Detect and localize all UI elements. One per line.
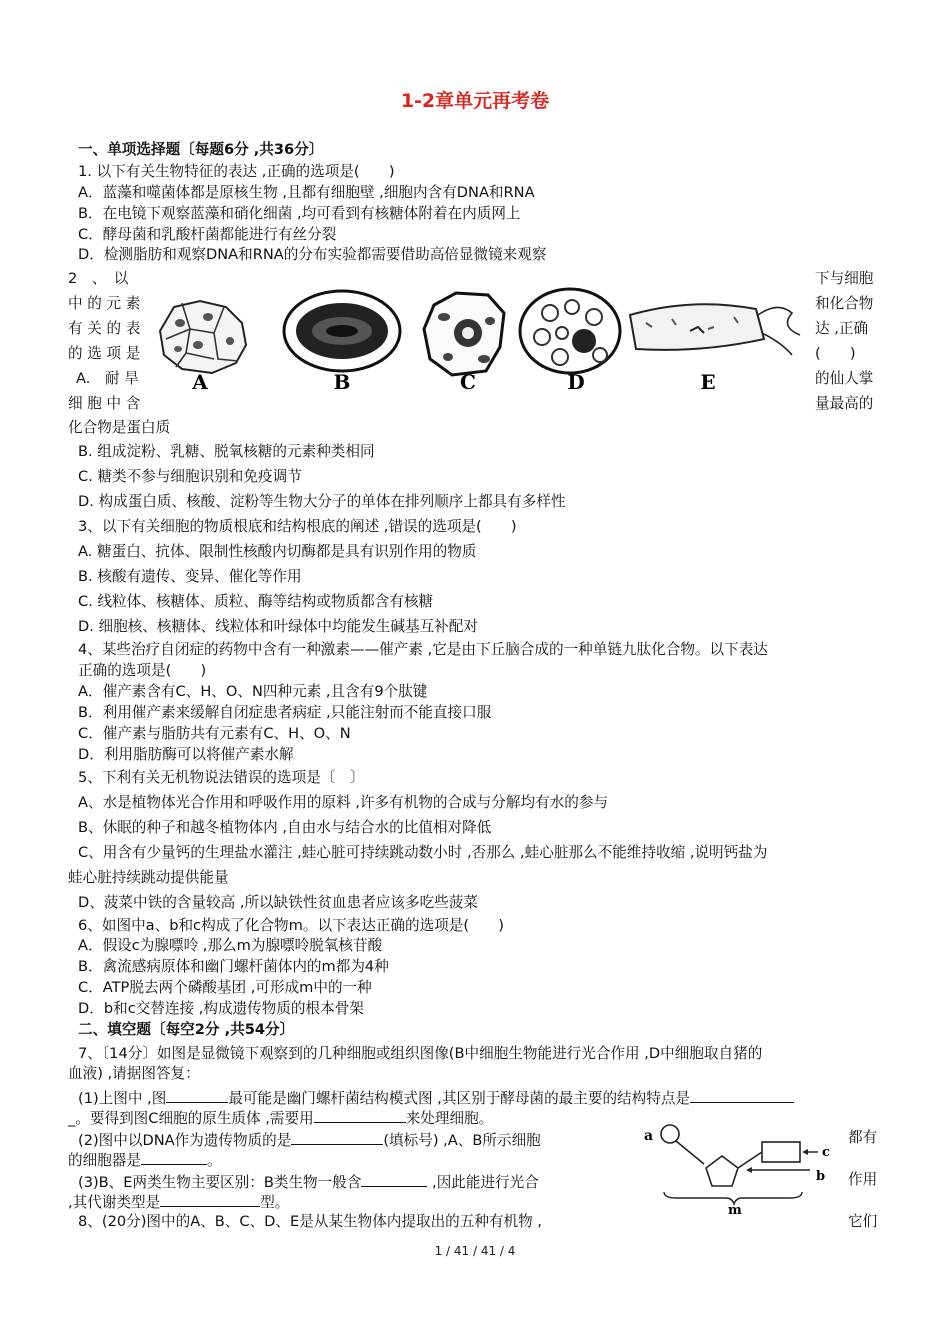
q7-blank-1[interactable] [166, 1086, 228, 1103]
q7-stem: 7、〔14分〕如图是显微镜下观察到的几种细胞或组织图像(B中细胞生物能进行光合作用 ,D中细胞取自猪的 [78, 1045, 763, 1062]
phosphate-circle [661, 1125, 679, 1143]
q7-p3-text-a: (3)B、E两类生物主要区别：B类生物一般含 [78, 1174, 362, 1191]
q6-option-b: B．禽流感病原体和幽门螺杆菌体内的m都为4种 [78, 958, 389, 975]
cell-images-figure [152, 283, 812, 395]
cell-image-e [630, 304, 800, 355]
label-a: a [644, 1128, 654, 1144]
q6-option-a: A．假设c为腺嘌呤 ,那么m为腺嘌呤脱氧核苷酸 [78, 937, 383, 954]
cell-image-a [160, 301, 246, 373]
q4-option-b: B．利用催产素来缓解自闭症患者病症 ,只能注射而不能直接口服 [78, 704, 492, 721]
q2-right-2: 和化合物 [815, 295, 874, 312]
q2-left-3: 有 关 的 表 [68, 320, 141, 337]
q5-option-c-cont: 蛙心脏持续跳动提供能量 [68, 869, 229, 886]
q3-option-c: C. 线粒体、核糖体、质粒、酶等结构或物质都含有核糖 [78, 593, 434, 610]
q2-right-3: 达 ,正确 [815, 320, 869, 337]
q7-blank-4[interactable] [291, 1128, 383, 1145]
q7-p1-text-c: _。要得到图C细胞的原生质体 ,需要用 [68, 1110, 314, 1127]
q2-option-d: D. 构成蛋白质、核酸、淀粉等生物大分子的单体在排列顺序上都具有多样性 [78, 493, 566, 510]
q7-part-3-cont [68, 1190, 289, 1213]
section-2-heading: 二、填空题〔每空2分 ,共54分〕 [78, 1021, 295, 1038]
q7-p2-text-a: (2)图中以DNA作为遗传物质的是 [78, 1132, 292, 1149]
q1-option-c: C．酵母菌和乳酸杆菌都能进行有丝分裂 [78, 226, 337, 243]
q3-stem: 3、以下有关细胞的物质根底和结构根底的阐述 ,错误的选项是( ) [78, 518, 517, 535]
figure-label-e: E [700, 370, 716, 394]
nucleotide-diagram [640, 1120, 840, 1216]
q2-right-5: 的仙人掌 [815, 370, 874, 387]
q2-option-a-cont: 化合物是蛋白质 [68, 419, 171, 436]
q7-p1-text-a: (1)上图中 ,图 [78, 1090, 167, 1107]
q2-left-1: 2 、 以 [68, 270, 129, 287]
q7-stem-cont: 血液) ,请据图答复： [68, 1065, 200, 1082]
page-title: 1-2章单元再考卷 [400, 90, 550, 112]
label-b: b [816, 1169, 826, 1184]
q3-option-a: A. 糖蛋白、抗体、限制性核酸内切酶都是具有识别作用的物质 [78, 543, 477, 560]
cell-image-c [424, 293, 504, 375]
q5-stem: 5、下利有关无机物说法错误的选项是〔 〕 [78, 769, 365, 786]
q7-p2-right: 都有 [848, 1129, 878, 1146]
base-rectangle [762, 1142, 800, 1162]
q6-option-d: D．b和c交替连接 ,构成遗传物质的根本骨架 [78, 1000, 364, 1017]
cell-image-b [284, 291, 400, 371]
q5-option-b: B、休眠的种子和越冬植物体内 ,自由水与结合水的比值相对降低 [78, 819, 492, 836]
q5-option-d: D、菠菜中铁的含量较高 ,所以缺铁性贫血患者应该多吃些菠菜 [78, 894, 478, 911]
q8-stem: 8、(20分)图中的A、B、C、D、E是从某生物体内提取出的五种有机物 , [78, 1213, 543, 1230]
q7-blank-3[interactable] [314, 1106, 406, 1123]
q7-p1-text-b: 最可能是幽门螺杆菌结构模式图 ,其区别于酵母菌的最主要的结构特点是 [228, 1090, 691, 1107]
q2-left-2: 中 的 元 素 [68, 295, 141, 312]
q7-blank-6[interactable] [361, 1170, 427, 1187]
sugar-pentagon [706, 1156, 738, 1186]
q6-stem: 6、如图中a、b和c构成了化合物m。以下表达正确的选项是( ) [78, 917, 504, 934]
q2-left-5: A. 耐 旱 [76, 370, 139, 387]
q3-option-d: D. 细胞核、核糖体、线粒体和叶绿体中均能发生碱基互补配对 [78, 618, 478, 635]
q7-blank-2[interactable] [690, 1086, 794, 1103]
label-c: c [822, 1145, 830, 1160]
q5-option-c: C、用含有少量钙的生理盐水灌注 ,蛙心脏可持续跳动数小时 ,否那么 ,蛙心脏那么不能维持收缩 ,说明钙盐为 [78, 844, 768, 861]
q7-part-1-cont [68, 1106, 493, 1129]
q4-stem-cont: 正确的选项是( ) [78, 662, 207, 679]
q3-option-b: B. 核酸有遗传、变异、催化等作用 [78, 568, 302, 585]
q1-option-d: D．检测脂肪和观察DNA和RNA的分布实验都需要借助高倍显微镜来观察 [78, 246, 547, 263]
q7-blank-7[interactable] [160, 1190, 260, 1207]
page-footer: 1 / 41 / 41 / 4 [434, 1244, 516, 1258]
q7-p1-text-d: 来处理细胞。 [405, 1110, 494, 1127]
q2-left-6: 细 胞 中 含 [68, 395, 141, 412]
q7-p2-text-b: (填标号) ,A、B所示细胞 [383, 1132, 541, 1149]
q7-p3-text-b: ,因此能进行光合 [427, 1174, 539, 1191]
q7-p2-text-e: 。 [206, 1152, 222, 1169]
q1-option-b: B．在电镜下观察蓝藻和硝化细菌 ,均可看到有核糖体附着在内质网上 [78, 205, 521, 222]
q5-option-a: A、水是植物体光合作用和呼吸作用的原料 ,许多有机物的合成与分解均有水的参与 [78, 794, 609, 811]
q8-stem-tail: 它们 [848, 1213, 878, 1230]
q1-stem: 1. 以下有关生物特征的表达 ,正确的选项是( ) [78, 163, 395, 180]
q2-option-b: B. 组成淀粉、乳糖、脱氧核糖的元素种类相同 [78, 443, 375, 460]
q7-p3-text-d: ,其代谢类型是 [68, 1194, 161, 1211]
figure-label-b: B [333, 370, 351, 394]
q7-blank-5[interactable] [141, 1148, 207, 1165]
q2-right-6: 量最高的 [815, 395, 874, 412]
section-1-heading: 一、单项选择题〔每题6分 ,共36分〕 [78, 141, 324, 158]
q7-p3-right: 作用 [848, 1171, 878, 1188]
q2-left-4: 的 选 项 是 [68, 345, 141, 362]
q2-option-c: C. 糖类不参与细胞识别和免疫调节 [78, 468, 302, 485]
q4-option-c: C．催产素与脂肪共有元素有C、H、O、N [78, 725, 351, 742]
q7-p3-text-e: 型。 [260, 1194, 290, 1211]
figure-label-a: A [192, 370, 208, 394]
cell-image-d [520, 289, 620, 373]
q2-right-4: ( ) [815, 345, 856, 362]
label-m: m [728, 1203, 742, 1216]
q2-right-1: 下与细胞 [815, 270, 874, 287]
figure-label-c: C [460, 370, 476, 394]
q1-option-a: A．蓝藻和噬菌体都是原核生物 ,且都有细胞壁 ,细胞内含有DNA和RNA [78, 184, 535, 201]
q4-option-a: A．催产素含有C、H、O、N四种元素 ,且含有9个肽键 [78, 683, 428, 700]
q4-stem: 4、某些治疗自闭症的药物中含有一种激素——催产素 ,它是由下丘脑合成的一种单链九肽化合物。以下表达 [78, 641, 768, 658]
q7-p2-text-d: 的细胞器是 [68, 1152, 141, 1169]
q6-option-c: C．ATP脱去两个磷酸基团 ,可形成m中的一种 [78, 979, 372, 996]
q7-part-2-cont [68, 1148, 222, 1171]
figure-label-d: D [567, 370, 585, 394]
q4-option-d: D．利用脂肪酶可以将催产素水解 [78, 746, 294, 763]
